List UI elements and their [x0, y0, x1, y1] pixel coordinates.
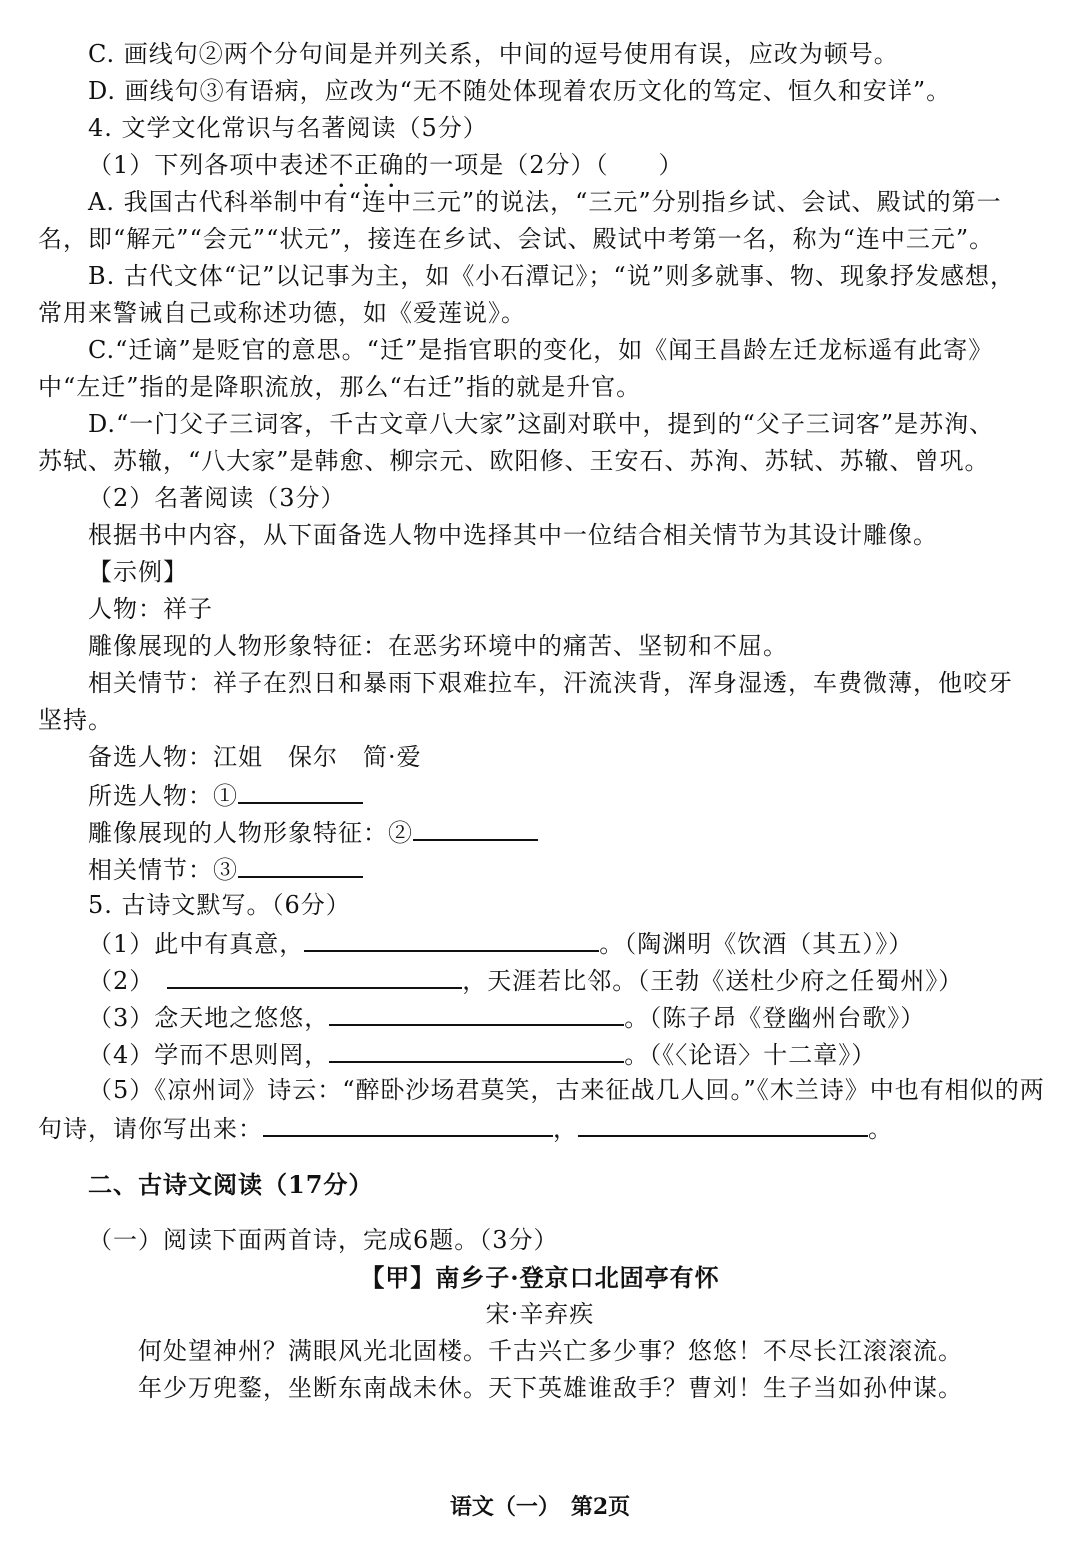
q4-option-d-line1: D.“一门父子三词客，千古文章八大家”这副对联中，提到的“父子三词客”是苏洵、: [88, 410, 995, 438]
q5-item-5-line2: [38, 1109, 1042, 1146]
example-person: 人物：祥子: [88, 595, 213, 623]
q4-option-c-line1: C.“迁谪”是贬官的意思。“迁”是指官职的变化，如《闻王昌龄左迁龙标遥有此寄》: [88, 336, 994, 364]
fill-plot-label: 相关情节：③: [88, 856, 238, 884]
answer-blank-3[interactable]: [238, 850, 363, 878]
fill-trait: [38, 813, 1042, 850]
q5-item-2: [38, 961, 1042, 998]
question-4-2: （2）名著阅读（3分）: [88, 484, 346, 512]
q4-option-a-line1: A. 我国古代科举制中有“连中三元”的说法，“三元”分别指乡试、会试、殿试的第一: [88, 188, 1002, 216]
instruction: 根据书中内容，从下面备选人物中选择其中一位结合相关情节为其设计雕像。: [88, 521, 938, 549]
q4-1-prefix: （1）下列各项中表述: [88, 151, 330, 179]
q5-item-3: [38, 998, 1042, 1035]
q4-option-d-line2: 苏轼、苏辙，“八大家”是韩愈、柳宗元、欧阳修、王安石、苏洵、苏轼、苏辙、曾巩。: [38, 447, 990, 475]
q5-3-pre: （3）念天地之悠悠，: [88, 1004, 330, 1032]
q5-item-4: [38, 1035, 1042, 1072]
question-4-1: [38, 147, 1042, 184]
poem-line-1: 何处望神州？满眼风光北固楼。千古兴亡多少事？悠悠！不尽长江滚滚流。: [138, 1337, 963, 1365]
q5-5-pre: 句诗，请你写出来：: [38, 1115, 263, 1143]
q5-5-end: 。: [868, 1115, 893, 1143]
option-c: C. 画线句②两个分句间是并列关系，中间的逗号使用有误，应改为顿号。: [88, 40, 899, 68]
answer-blank-1[interactable]: [238, 776, 363, 804]
q5-item-5-line1: （5）《凉州词》诗云：“醉卧沙场君莫笑，古来征战几人回。”《木兰诗》中也有相似的两: [88, 1076, 1045, 1104]
section-2-title: 二、古诗文阅读（17分）: [88, 1170, 374, 1199]
q4-option-a-line2: 名，即“解元”“会元”“状元”，接连在乡试、会试、殿试中考第一名，称为“连中三元”。: [38, 225, 995, 253]
q5-blank-1[interactable]: [304, 924, 599, 952]
q4-option-b-line2: 常用来警诫自己或称述功德，如《爱莲说》。: [38, 299, 526, 327]
question-5-title: 5. 古诗文默写。（6分）: [88, 891, 351, 919]
example-plot-line1: 相关情节：祥子在烈日和暴雨下艰难拉车，汗流浃背，浑身湿透，车费微薄，他咬牙: [88, 669, 1013, 697]
poem-line-2: 年少万兜鍪，坐断东南战未休。天下英雄谁敌手？曹刘！生子当如孙仲谋。: [138, 1374, 963, 1402]
q5-1-pre: （1）此中有真意，: [88, 930, 305, 958]
exam-page: [38, 36, 1045, 1407]
q5-blank-5b[interactable]: [578, 1109, 868, 1137]
q5-blank-5a[interactable]: [263, 1109, 553, 1137]
q5-1-post: 。（陶渊明《饮酒（其五）》）: [599, 930, 914, 958]
poem-title: 【甲】南乡子·登京口北固亭有怀: [360, 1263, 720, 1292]
q5-2-pre: （2）: [88, 967, 168, 995]
q4-1-suffix: 的一项是（2分）（ ）: [404, 151, 684, 179]
example-plot-line2: 坚持。: [38, 706, 113, 734]
fill-trait-label: 雕像展现的人物形象特征：②: [88, 819, 413, 847]
q4-option-b-line1: B. 古代文体“记”以记事为主，如《小石潭记》；“说”则多就事、物、现象抒发感想，: [88, 262, 1015, 290]
q5-4-post: 。（《〈论语〉十二章》）: [624, 1041, 877, 1069]
example-label: 【示例】: [88, 558, 188, 586]
q5-blank-2[interactable]: [167, 961, 462, 989]
option-d: D. 画线句③有语病，应改为“无不随处体现着农历文化的笃定、恒久和安详”。: [88, 77, 952, 105]
page-footer: 语文（一） 第2页: [449, 1494, 631, 1520]
example-trait: 雕像展现的人物形象特征：在恶劣环境中的痛苦、坚韧和不屈。: [88, 632, 788, 660]
q5-blank-4[interactable]: [329, 1035, 624, 1063]
q5-item-1: [38, 924, 1042, 961]
question-4-title: 4. 文学文化常识与名著阅读（5分）: [88, 114, 488, 142]
section-2-sub1: （一）阅读下面两首诗，完成6题。（3分）: [88, 1226, 559, 1254]
q5-5-sep: ，: [553, 1115, 578, 1143]
fill-person: [38, 776, 1042, 813]
answer-blank-2[interactable]: [413, 813, 538, 841]
poem-author: 宋·辛弃疾: [485, 1300, 595, 1328]
candidates: 备选人物：江姐 保尔 简·爱: [88, 743, 422, 771]
fill-plot: [38, 850, 1042, 887]
fill-person-label: 所选人物：①: [88, 782, 238, 810]
q4-option-c-line2: 中“左迁”指的是降职流放，那么“右迁”指的就是升官。: [38, 373, 642, 401]
q5-4-pre: （4）学而不思则罔，: [88, 1041, 330, 1069]
q5-2-post: ，天涯若比邻。（王勃《送杜少府之任蜀州》）: [462, 967, 964, 995]
q5-blank-3[interactable]: [329, 998, 624, 1026]
q4-1-emphasis: 不正确: [329, 151, 405, 179]
q5-3-post: 。（陈子昂《登幽州台歌》）: [624, 1004, 926, 1032]
